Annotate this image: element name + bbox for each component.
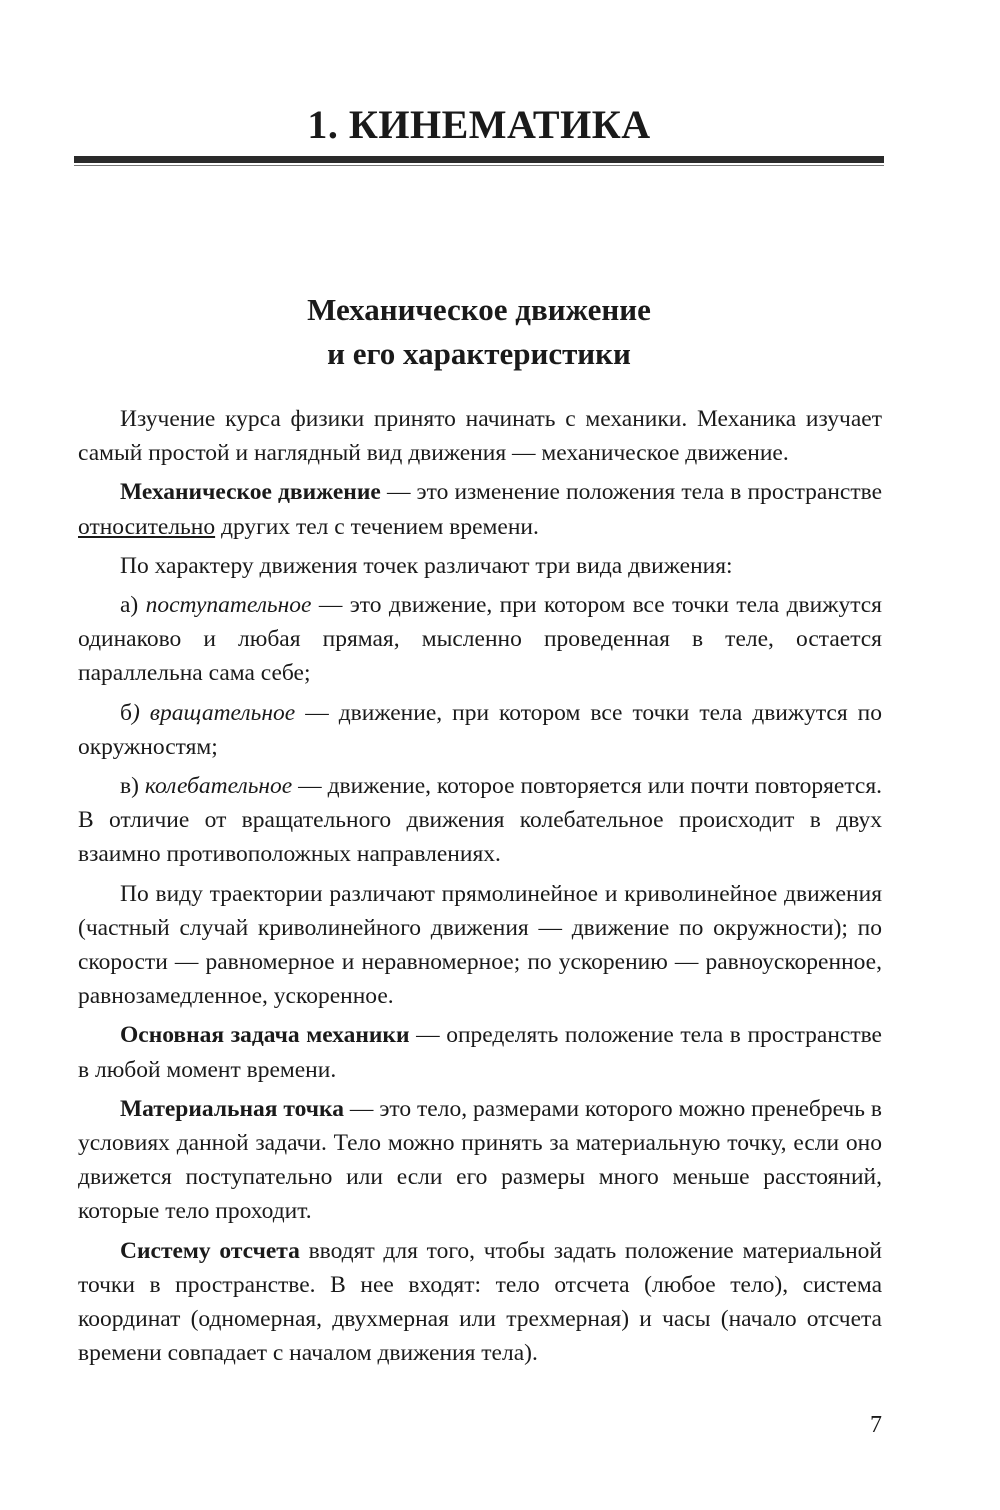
term-material-point: Материальная точка (120, 1095, 344, 1122)
list-marker-v: в) (120, 773, 145, 800)
term-oscillatory: колебательное (144, 773, 293, 800)
paragraph-reference-frame (78, 1234, 882, 1371)
definition-part-1: — это изменение положения тела в пространстве (380, 479, 883, 506)
underlined-relatively: относительно (78, 513, 216, 540)
term-rotational: ) вращательное (131, 699, 296, 726)
list-marker-b: б (120, 699, 132, 726)
rotational-definition: — движение, при котором все точки тела движутся по окружностям; (78, 699, 883, 760)
paragraph-motion-types-intro: По характеру движения точек различают три вида движения: (120, 552, 733, 579)
term-mechanical-motion: Механическое движение (120, 479, 381, 506)
chapter-rule (74, 156, 884, 163)
page-number: 7 (870, 1412, 882, 1438)
translational-definition: — это движение, при котором все точки тела движутся одинаково и любая прямая, мысленно проведенная в теле, остается параллельна сама себе; (78, 592, 882, 687)
section-title-line-2: и его характеристики (327, 336, 631, 371)
reference-frame-definition: вводят для того, чтобы задать положение материальной точки в пространстве. В нее входят: тело отсчета (любое тело), система координат (одномерная, двухмерная или трехмерная) и часы (начало отсчета времени совпадает с началом движения тела). (78, 1237, 882, 1367)
material-point-definition: — это тело, размерами которого можно пренебречь в условиях данной задачи. Тело можно принять за материальную точку, если оно движется поступательно или если его размеры много меньше расстояний, которые тело проходит. (78, 1095, 882, 1225)
paragraph-oscillatory (78, 769, 882, 872)
chapter-title: 1. КИНЕМАТИКА (307, 102, 651, 147)
section-title (74, 288, 884, 376)
chapter-rule-thin (74, 165, 884, 166)
paragraph-material-point (78, 1092, 882, 1229)
paragraph-intro: Изучение курса физики принято начинать с механики. Механика изучает самый простой и наглядный вид движения — механическое движение. (78, 406, 882, 467)
main-task-definition: — определять положение тела в пространстве в любой момент времени. (78, 1022, 882, 1083)
paragraph-trajectory: По виду траектории различают прямолинейное и криволинейное движения (частный случай криволинейного движения — движение по окружности); по скорости — равномерное и неравномерное; по ускорению — равноускоренное, равнозамедленное, ускоренное. (78, 880, 882, 1010)
body-text (78, 402, 882, 1375)
oscillatory-definition: — движение, которое повторяется или почти повторяется. В отличие от вращательного движения колебательное происходит в двух взаимно противоположных направлениях. (78, 773, 882, 868)
paragraph-mechanical-motion (78, 475, 882, 543)
term-reference-frame: Систему отсчета (120, 1237, 300, 1264)
term-translational: поступательное (145, 592, 312, 619)
paragraph-rotational (78, 696, 882, 764)
paragraph-translational (78, 588, 882, 691)
section-title-line-1: Механическое движение (307, 292, 651, 327)
list-marker-a: а) (120, 592, 146, 619)
term-main-task: Основная задача механики (120, 1022, 410, 1049)
paragraph-main-task (78, 1018, 882, 1086)
definition-part-2: других тел с течением времени. (215, 513, 539, 540)
